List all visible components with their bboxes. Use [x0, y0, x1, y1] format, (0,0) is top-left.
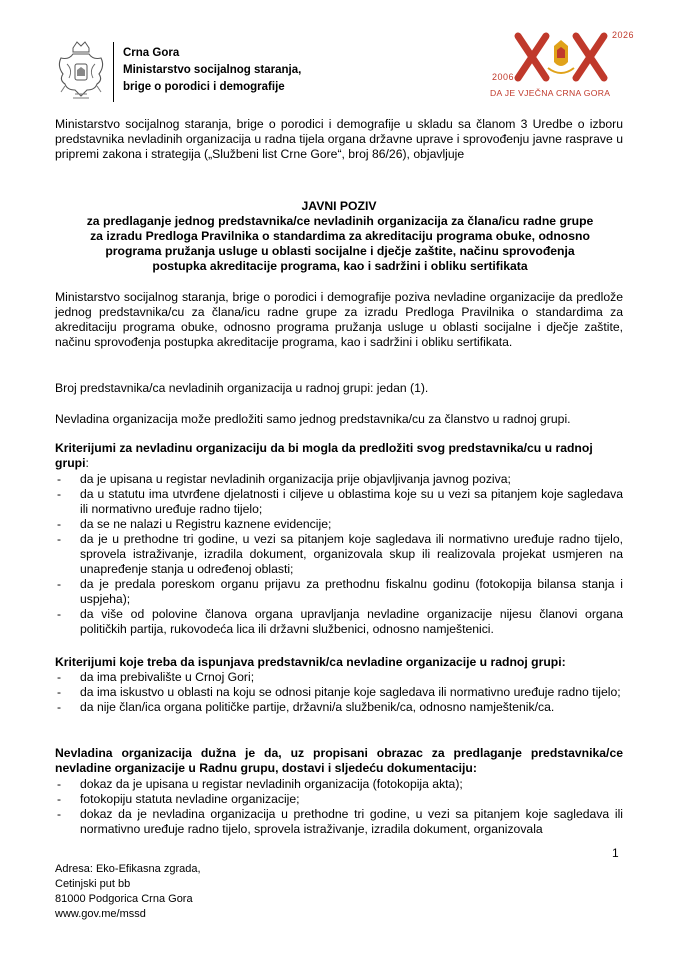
- logo-year-start: 2006: [492, 72, 515, 82]
- footer-line: 81000 Podgorica Crna Gora: [55, 893, 193, 905]
- list-item: - da ima prebivalište u Crnoj Gori;: [57, 670, 255, 684]
- logo-year-end: 2026: [611, 30, 634, 40]
- representative-criteria-list: [55, 670, 623, 715]
- list-item: - da je upisana u registar nevladinih organizacija prije objavljivanja javnog poziva;: [57, 472, 511, 486]
- paragraph-one-representative: Nevladina organizacija može predložiti samo jednog predstavnika/cu za članstvo u radnoj grupi.: [55, 412, 571, 426]
- ngo-criteria-list: [55, 472, 623, 637]
- call-subtitle: za predlaganje jednog predstavnika/ce nevladinih organizacija za člana/icu radne grupe za izradu Predloga Pravilnika o standardima za akreditaciju programa obuke, odnosno programa pružanja usluge u oblasti socijalne i dječje zaštite, načinu sprovođenja postupka akreditacije programa, kao i sadržini i obliku sertifikata: [86, 214, 594, 273]
- page-title: JAVNI POZIV: [301, 199, 377, 213]
- list-item: - da nije član/ica organa političke partije, državni/a službenik/ca, odnosno namještenik/ca.: [57, 700, 555, 714]
- paragraph-invitation: Ministarstvo socijalnog staranja, brige o porodici i demografije poziva nevladine organizacije da predlože jednog predstavnika/cu za člana/icu radne grupe za izradu Predloga Pravilnika o standardima za akreditaciju programa obuke, odnosno programa pružanja usluge u oblasti socijalne i dječje zaštite, načinu sprovođenja postupka akreditacije programa, kao i sadržini i obliku sertifikata.: [55, 290, 623, 349]
- section-ngo-criteria-heading: [55, 441, 623, 471]
- section-heading-text: Kriterijumi za nevladinu organizaciju da bi mogla da predložiti svog predstavnika/cu u radnoj grupi: [55, 441, 593, 470]
- org-line-ministry-cont: brige o porodici i demografije: [123, 81, 285, 93]
- footer-line: Adresa: Eko-Efikasna zgrada,: [55, 863, 201, 875]
- section-representative-criteria-heading: Kriterijumi koje treba da ispunjava predstavnik/ca nevladine organizacije u radnoj grupi:: [55, 655, 566, 669]
- paragraph-representative-count: Broj predstavnika/ca nevladinih organizacija u radnoj grupi: jedan (1).: [55, 381, 429, 395]
- list-item: - fotokopiju statuta nevladine organizacije;: [57, 792, 300, 806]
- page-number: 1: [612, 846, 619, 860]
- organization-name: [123, 45, 301, 96]
- list-item: - dokaz da je nevladina organizacija u prethodne tri godine, u vezi sa pitanjem koje sagledava ili normativno uređuje radno tijelo, sprovela istraživanje, izradila dokument, organizovala: [57, 807, 623, 836]
- list-item: - da je predala poreskom organu prijavu za prethodnu fiskalnu godinu (fotokopija bilansa stanja i uspjeha);: [57, 577, 623, 606]
- list-item: - da u statutu ima utvrđene djelatnosti i ciljeve u oblastima koje su u vezi sa pitanjem koje sagledava ili normativno uređuje radno tijelo;: [57, 487, 623, 516]
- list-item: - dokaz da je upisana u registar nevladinih organizacija (fotokopija akta);: [57, 777, 463, 791]
- coat-of-arms-icon: [55, 40, 107, 104]
- footer-website-link[interactable]: www.gov.me/mssd: [55, 908, 146, 920]
- section-documentation-heading: Nevladina organizacija dužna je da, uz propisani obrazac za predlaganje predstavnika/ce nevladine organizacije u Radnu grupu, dostavi i sljedeću dokumentaciju:: [55, 746, 623, 775]
- org-line-country: Crna Gora: [123, 47, 180, 59]
- list-item: - da više od polovine članova organa upravljanja nevladine organizacije nijesu članovi organa političkih partija, rukovodeća lica ili državni službenici, odnosno namještenici.: [57, 607, 623, 636]
- logo-tagline: DA JE VJEČNA CRNA GORA: [490, 88, 611, 98]
- footer-line: Cetinjski put bb: [55, 878, 131, 890]
- documentation-list: [55, 777, 623, 837]
- anniversary-logo: [488, 28, 638, 108]
- section-heading-colon: :: [85, 456, 89, 470]
- footer-address: [55, 862, 201, 922]
- list-item: - da je u prethodne tri godine, u vezi sa pitanjem koje sagledava ili normativno uređuje radno tijelo, sprovela istraživanje, izradila dokument, organizovala skup ili realizovala projekat usmjeren na unapređenje stanja u određenoj oblasti;: [57, 532, 623, 576]
- list-item: - da ima iskustvo u oblasti na koju se odnosi pitanje koje sagledava ili normativno uređuje radno tijelo;: [57, 685, 621, 699]
- header-divider: [113, 42, 114, 102]
- intro-paragraph: Ministarstvo socijalnog staranja, brige o porodici i demografije u skladu sa članom 3 Uredbe o izboru predstavnika nevladinih organizacija u radna tijela organa državne uprave i sprovođenju javne rasprave u pripremi zakona i strategija („Službeni list Crne Gore“, broj 86/26), objavljuje: [55, 117, 623, 161]
- org-line-ministry: Ministarstvo socijalnog staranja,: [123, 64, 302, 76]
- list-item: - da se ne nalazi u Registru kaznene evidencije;: [57, 517, 332, 531]
